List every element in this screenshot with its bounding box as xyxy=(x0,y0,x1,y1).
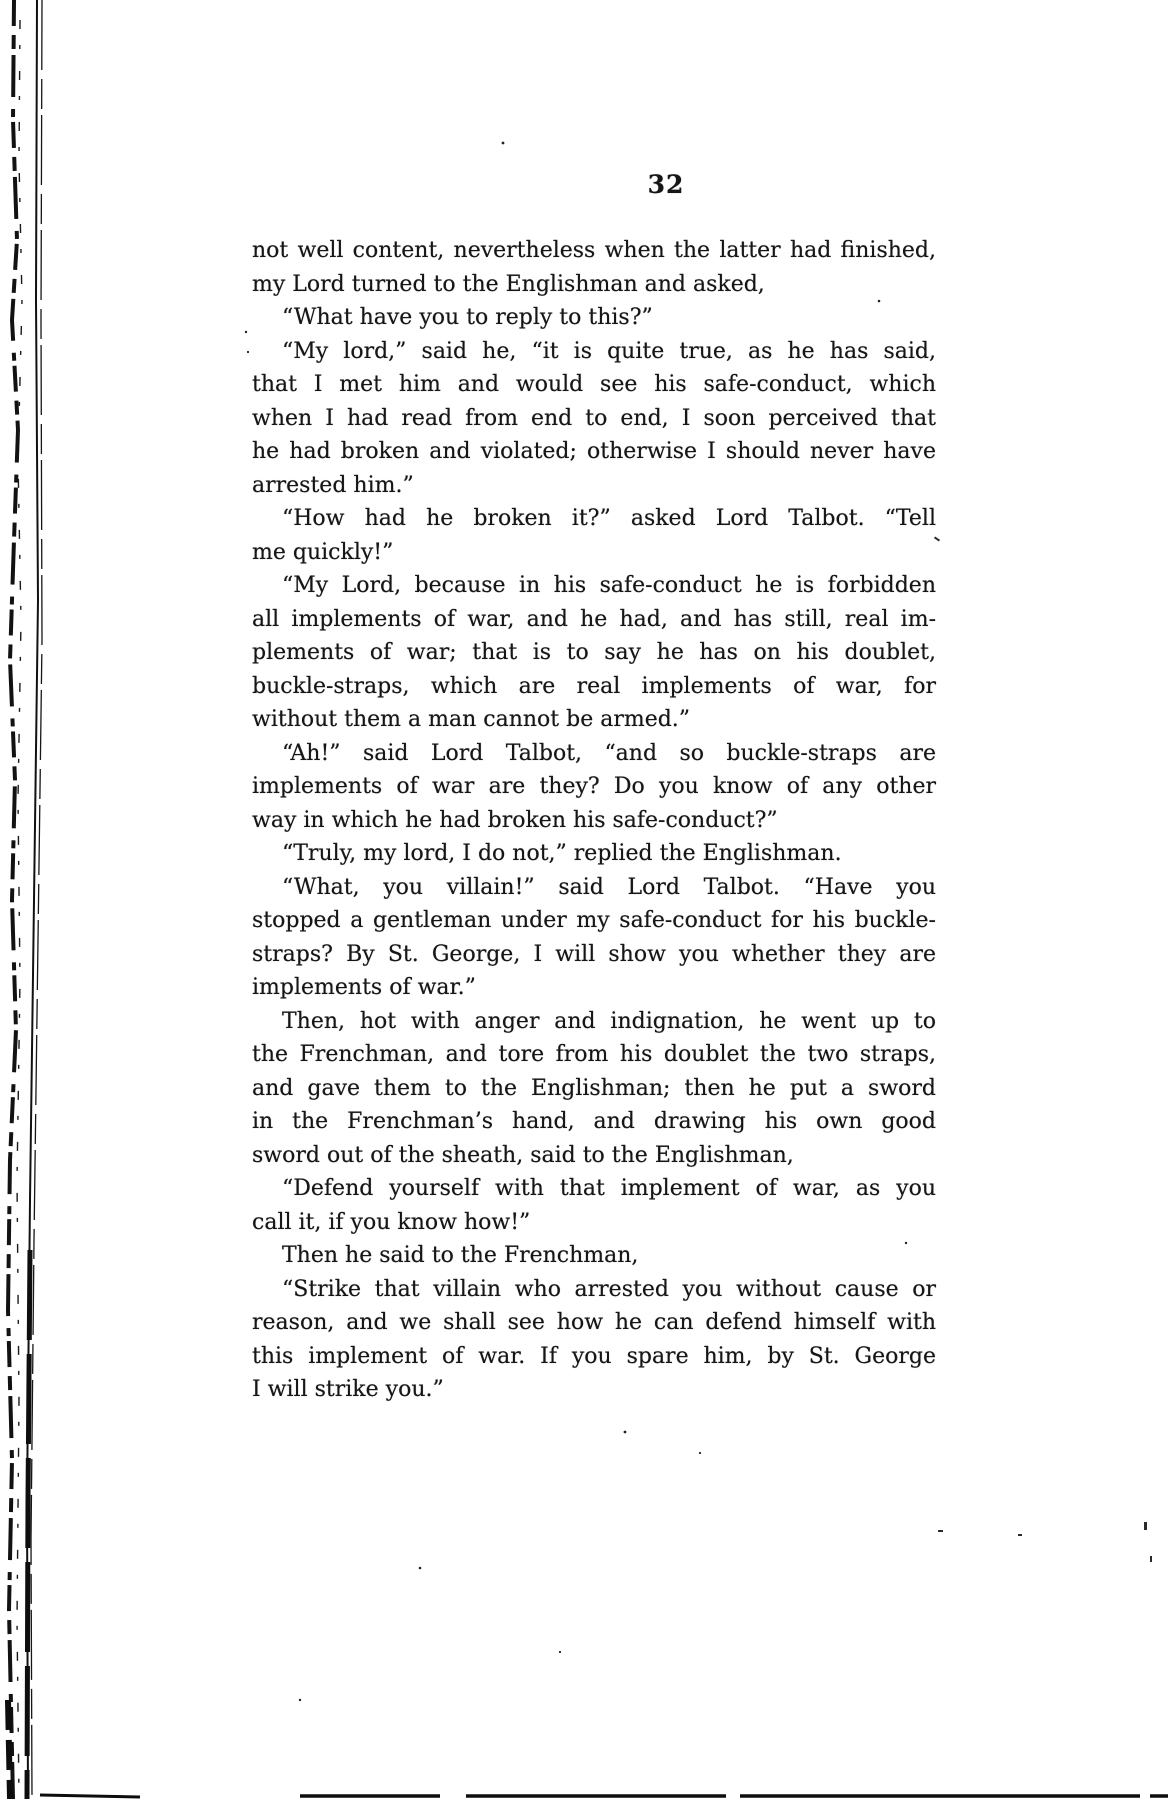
text-line: reason, and we shall see how he can defend himself with xyxy=(252,1310,936,1335)
text-block xyxy=(252,234,936,1407)
text-line: Then he said to the Frenchman, xyxy=(282,1243,639,1268)
text-line: “My lord,” said he, “it is quite true, as he has said, xyxy=(282,338,936,364)
text-line: when I had read from end to end, I soon perceived that xyxy=(252,405,936,431)
text-line: arrested him.” xyxy=(252,472,414,498)
text-line: not well content, nevertheless when the latter had finished, xyxy=(252,238,936,263)
binding-artifact-lines xyxy=(0,0,70,1799)
text-line: he had broken and violated; otherwise I should never have xyxy=(252,439,936,464)
text-line: and gave them to the Englishman; then he put a sword xyxy=(252,1075,936,1101)
text-line: all implements of war, and he had, and has still, real im- xyxy=(252,606,936,632)
text-line: my Lord turned to the Englishman and asked, xyxy=(252,271,765,297)
text-line: Then, hot with anger and indignation, he went up to xyxy=(282,1008,936,1034)
text-line: I will strike you.” xyxy=(252,1377,444,1402)
text-line: “My Lord, because in his safe-conduct he is forbidden xyxy=(282,573,936,598)
text-line: “What have you to reply to this?” xyxy=(282,305,653,330)
text-line: the Frenchman, and tore from his doublet the two straps, xyxy=(252,1042,936,1067)
text-line: implements of war.” xyxy=(252,975,476,1000)
text-line: without them a man cannot be armed.” xyxy=(252,707,691,732)
text-line: call it, if you know how!” xyxy=(252,1209,531,1235)
text-line: buckle-straps, which are real implements of war, for xyxy=(252,673,936,699)
text-line: straps? By St. George, I will show you whether they are xyxy=(252,941,936,967)
text-line: me quickly!” xyxy=(252,539,394,565)
text-line: “Truly, my lord, I do not,” replied the Englishman. xyxy=(282,841,842,866)
text-line: “What, you villain!” said Lord Talbot. “Have you xyxy=(282,874,936,900)
text-line: in the Frenchman’s hand, and drawing his own good xyxy=(252,1109,936,1134)
text-line: sword out of the sheath, said to the Englishman, xyxy=(252,1142,794,1168)
text-line: implements of war are they? Do you know of any other xyxy=(252,774,936,799)
text-line: “How had he broken it?” asked Lord Talbot. “Tell xyxy=(282,506,936,531)
text-line: that I met him and would see his safe-conduct, which xyxy=(252,372,936,397)
text-line: “Defend yourself with that implement of war, as you xyxy=(282,1176,936,1201)
text-line: this implement of war. If you spare him, by St. George xyxy=(252,1343,936,1369)
text-line: way in which he had broken his safe-conduct?” xyxy=(252,807,778,833)
text-line: “Ah!” said Lord Talbot, “and so buckle-straps are xyxy=(282,740,936,766)
text-line: plements of war; that is to say he has on his doublet, xyxy=(252,640,936,665)
text-line: stopped a gentleman under my safe-conduct for his buckle- xyxy=(252,908,936,933)
text-line: “Strike that villain who arrested you without cause or xyxy=(282,1276,936,1302)
page-number: 32 xyxy=(647,170,685,199)
